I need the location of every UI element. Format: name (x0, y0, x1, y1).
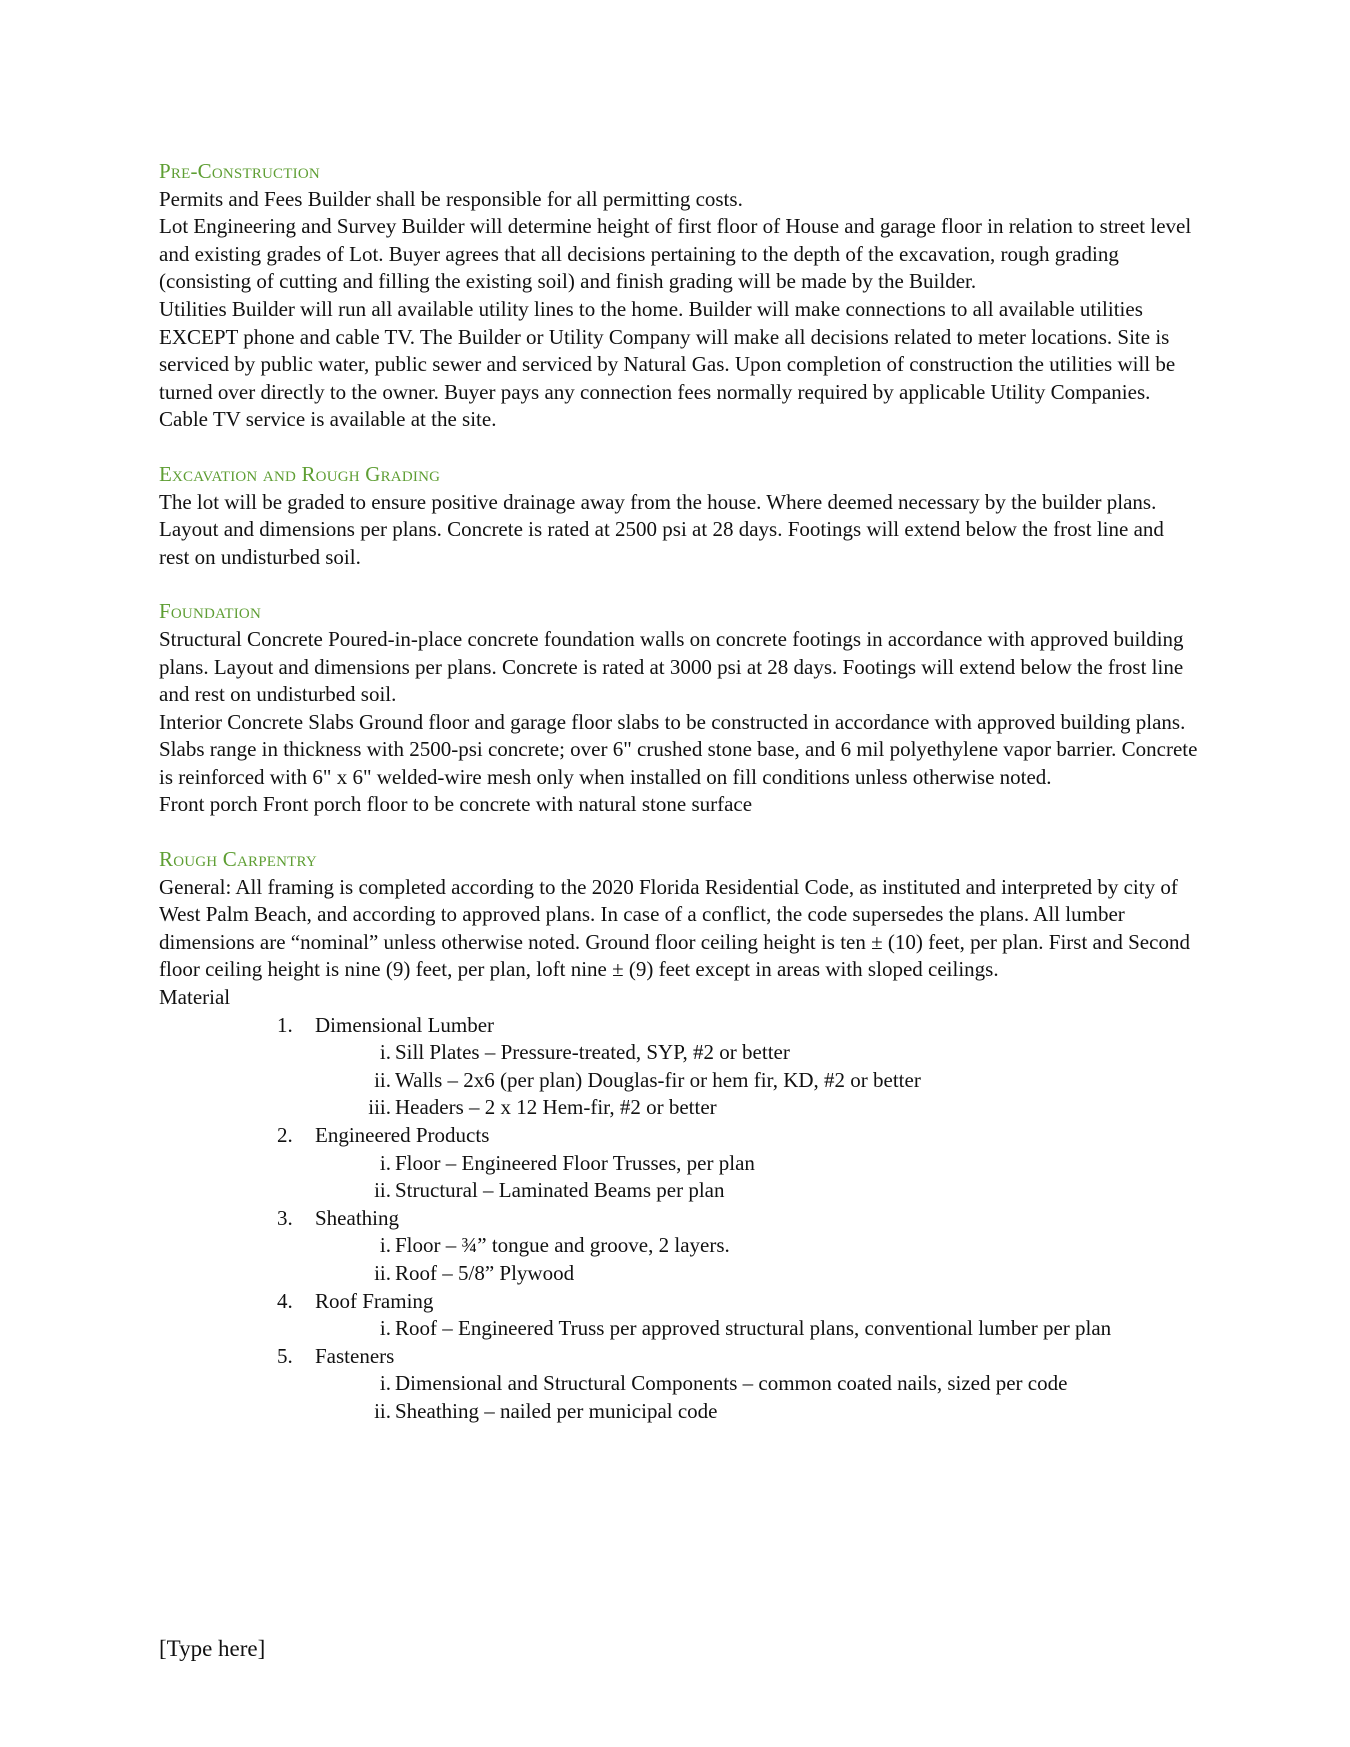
list-item (159, 1012, 1199, 1122)
list-item-label: Dimensional Lumber (315, 1012, 495, 1037)
sub-list-text: Structural – Laminated Beams per plan (395, 1178, 725, 1203)
paragraph-grading: The lot will be graded to ensure positive drainage away from the house. Where deemed necessary by the builder plans. Layout and dimensions per plans. Concrete is rated at 2500 psi at 28 days. Footings will extend below the frost line and rest on undisturbed soil. (159, 489, 1164, 569)
paragraph-general-framing: General: All framing is completed according to the 2020 Florida Residential Code, as instituted and interpreted by city of West Palm Beach, and according to approved plans. In case of a conflict, the code supersedes the plans. All lumber dimensions are “nominal” unless otherwise noted. Ground floor ceiling height is ten ± (10) feet, per plan. First and Second floor ceiling height is nine (9) feet, per plan, loft nine ± (9) feet except in areas with sloped ceilings. (159, 874, 1190, 982)
sub-list-number: ii. (374, 1398, 391, 1423)
sub-list-item (159, 1067, 1199, 1095)
paragraph-interior-slabs: Interior Concrete Slabs Ground floor and garage floor slabs to be constructed in accordance with approved building plans. Slabs range in thickness with 2500-psi concrete; over 6" crushed stone base, and 6 mil polyethylene vapor barrier. Concrete is reinforced with 6" x 6" welded-wire mesh only when installed on fill conditions unless otherwise noted. (159, 709, 1198, 789)
list-item (159, 1288, 1199, 1343)
sub-list (315, 1370, 1199, 1425)
section-heading: Foundation (159, 599, 262, 624)
section-excavation (159, 461, 1199, 571)
sub-list-text: Sill Plates – Pressure-treated, SYP, #2 or better (395, 1040, 790, 1065)
sub-list-number: i. (379, 1316, 391, 1341)
sub-list-item (159, 1370, 1199, 1398)
sub-list-text: Roof – 5/8” Plywood (395, 1260, 575, 1285)
material-list (159, 1012, 1199, 1426)
section-foundation (159, 598, 1199, 819)
sub-list-number: i. (379, 1371, 391, 1396)
paragraph-permits: Permits and Fees Builder shall be responsible for all permitting costs. (159, 186, 743, 211)
sub-list-text: Floor – ¾” tongue and groove, 2 layers. (395, 1233, 730, 1258)
list-number: 5. (277, 1343, 293, 1368)
sub-list-item (159, 1315, 1199, 1343)
sub-list-text: Roof – Engineered Truss per approved structural plans, conventional lumber per plan (395, 1316, 1112, 1341)
list-number: 4. (277, 1288, 293, 1313)
section-heading: Rough Carpentry (159, 847, 317, 872)
paragraph-structural-concrete: Structural Concrete Poured-in-place concrete foundation walls on concrete footings in accordance with approved building plans. Layout and dimensions per plans. Concrete is rated at 3000 psi at 28 days. Footings will extend below the frost line and rest on undisturbed soil. (159, 626, 1184, 707)
sub-list-item (159, 1150, 1199, 1178)
list-item (159, 1205, 1199, 1288)
list-number: 1. (277, 1012, 293, 1037)
list-number: 3. (277, 1205, 293, 1230)
list-item-label: Engineered Products (315, 1123, 490, 1147)
sub-list (315, 1232, 1199, 1287)
sub-list-number: ii. (374, 1260, 391, 1285)
sub-list (315, 1039, 1199, 1122)
section-pre-construction (159, 158, 1199, 434)
sub-list-item (159, 1177, 1199, 1205)
sub-list-text: Dimensional and Structural Components – common coated nails, sized per code (395, 1371, 1068, 1396)
sub-list-item (159, 1232, 1199, 1260)
list-number: 2. (277, 1123, 293, 1147)
sub-list-text: Floor – Engineered Floor Trusses, per plan (395, 1150, 755, 1175)
list-item-label: Fasteners (315, 1343, 395, 1368)
sub-list (315, 1150, 1199, 1205)
paragraph-lot-engineering: Lot Engineering and Survey Builder will determine height of first floor of House and garage floor in relation to street level and existing grades of Lot. Buyer agrees that all decisions pertaining to the depth of the excavation, rough grading (consisting of cutting and filling the existing soil) and finish grading will be made by the Builder. (159, 214, 1192, 294)
sub-list-item (159, 1039, 1199, 1067)
sub-list-text: Sheathing – nailed per municipal code (395, 1398, 718, 1423)
material-label: Material (159, 985, 231, 1010)
section-heading: Pre-Construction (159, 159, 320, 183)
sub-list-text: Headers – 2 x 12 Hem-fir, #2 or better (395, 1095, 717, 1120)
sub-list-number: ii. (374, 1178, 391, 1203)
sub-list-item (159, 1260, 1199, 1288)
sub-list-number: i. (379, 1150, 391, 1175)
footer-placeholder[interactable]: [Type here] (159, 1636, 266, 1661)
list-item (159, 1122, 1199, 1205)
sub-list-number: iii. (368, 1095, 391, 1120)
sub-list-item (159, 1398, 1199, 1426)
paragraph-front-porch: Front porch Front porch floor to be concrete with natural stone surface (159, 792, 753, 817)
sub-list-number: i. (379, 1040, 391, 1065)
section-rough-carpentry (159, 846, 1199, 1425)
sub-list-text: Walls – 2x6 (per plan) Douglas-fir or hem fir, KD, #2 or better (395, 1067, 921, 1092)
document-body (159, 158, 1199, 1453)
list-item (159, 1343, 1199, 1426)
sub-list-number: ii. (374, 1067, 391, 1092)
paragraph-utilities: Utilities Builder will run all available utility lines to the home. Builder will make connections to all available utilities EXCEPT phone and cable TV. The Builder or Utility Company will make all decisions related to meter locations. Site is serviced by public water, public sewer and serviced by Natural Gas. Upon completion of construction the utilities will be turned over directly to the owner. Buyer pays any connection fees normally required by applicable Utility Companies. Cable TV service is available at the site. (159, 296, 1176, 432)
sub-list (315, 1315, 1199, 1343)
section-heading: Excavation and Rough Grading (159, 461, 441, 486)
sub-list-number: i. (379, 1233, 391, 1258)
list-item-label: Sheathing (315, 1205, 399, 1230)
sub-list-item (159, 1094, 1199, 1122)
list-item-label: Roof Framing (315, 1288, 434, 1313)
